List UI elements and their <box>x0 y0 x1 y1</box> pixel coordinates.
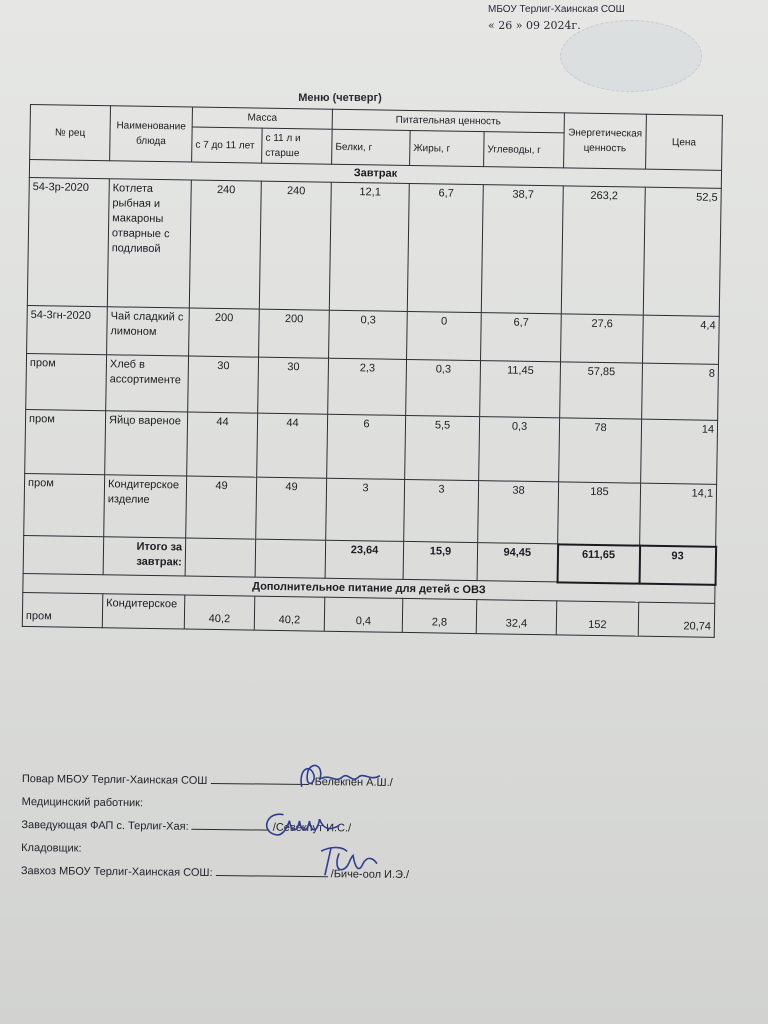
cell-fats: 3 <box>404 479 479 542</box>
total-carbs: 94,45 <box>477 543 558 582</box>
cell-dish: Яйцо вареное <box>105 411 188 476</box>
cell-price: 14 <box>641 419 718 484</box>
cell-carbs: 32,4 <box>476 599 557 634</box>
table-row <box>24 473 717 546</box>
table-row <box>25 409 718 484</box>
cell-empty <box>23 535 104 574</box>
section-extra: Дополнительное питание для детей с ОВЗ <box>23 573 715 602</box>
medic-label: Медицинский работник: <box>21 795 144 810</box>
cell-proteins: 3 <box>326 478 405 541</box>
cell-fats: 0,3 <box>406 359 481 416</box>
cell-proteins: 2,3 <box>328 358 407 415</box>
fap-label: Заведующая ФАП с. Терлиг-Хая: <box>21 818 189 833</box>
col-fats: Жиры, г <box>410 130 485 166</box>
total-label: Итого за завтрак: <box>103 537 186 576</box>
cell-mass-11-plus: 240 <box>259 181 331 310</box>
cell-rec: 54-3р-2020 <box>27 177 109 306</box>
cell-energy: 185 <box>558 482 641 545</box>
cell-fats: 0 <box>407 311 482 360</box>
cell-mass-11-plus: 49 <box>256 477 327 540</box>
supply-name: /Биче-оол И.Э./ <box>330 868 410 882</box>
cell-proteins: 0,3 <box>329 310 408 359</box>
col-mass-11-plus: с 11 л и старше <box>262 128 333 164</box>
cell-price: 52,5 <box>643 187 721 316</box>
cell-mass-7-11: 49 <box>186 476 257 539</box>
col-proteins: Белки, г <box>332 129 411 165</box>
cell-fats: 5,5 <box>405 415 480 480</box>
cook-name: /Белекпен А.Ш./ <box>311 776 393 789</box>
cell-dish: Кондитерское <box>102 593 185 628</box>
cell-energy: 27,6 <box>561 314 644 363</box>
cell-energy: 263,2 <box>561 186 645 315</box>
cell-carbs: 0,3 <box>479 417 560 482</box>
total-energy: 611,65 <box>557 544 640 583</box>
store-label: Кладовщик: <box>21 841 82 855</box>
cell-carbs: 38 <box>478 481 559 544</box>
cell-energy: 78 <box>559 418 642 483</box>
cell-dish: Котлета рыбная и макароны отварные с подливой <box>107 179 191 308</box>
cell-mass-7-11: 200 <box>189 308 260 357</box>
cell-carbs: 38,7 <box>481 185 563 314</box>
cell-dish: Хлеб в ассортименте <box>106 355 189 412</box>
col-mass-7-11: с 7 до 11 лет <box>192 127 263 163</box>
table-row <box>27 177 721 316</box>
cell-empty <box>185 538 256 577</box>
cell-carbs: 11,45 <box>480 361 561 418</box>
signature-blank <box>216 863 328 877</box>
approval-date: « 26 » 09 2024г. <box>488 19 581 32</box>
supply-label: Завхоз МБОУ Терлиг-Хаинская СОШ: <box>20 864 213 880</box>
total-fats: 15,9 <box>403 541 478 580</box>
cell-mass-11-plus: 30 <box>258 357 329 414</box>
col-rec-no: № рец <box>30 105 111 161</box>
cell-rec: пром <box>24 473 105 536</box>
cell-dish: Чай сладкий с лимоном <box>107 307 190 356</box>
total-proteins: 23,64 <box>325 540 404 579</box>
cell-fats: 6,7 <box>407 183 483 312</box>
cell-mass-7-11: 40,2 <box>184 594 255 629</box>
approval-header <box>488 2 708 34</box>
page-title: Меню (четверг) <box>298 92 382 104</box>
cell-rec: пром <box>26 353 107 410</box>
approval-org: МБОУ Терлиг-Хаинская СОШ <box>488 4 625 15</box>
cell-fats: 2,8 <box>402 598 477 633</box>
col-carbs: Углеводы, г <box>484 132 565 168</box>
handwritten-signature <box>253 806 343 841</box>
cell-energy: 57,85 <box>560 362 643 419</box>
cook-label: Повар МБОУ Терлиг-Хаинская СОШ <box>21 772 208 787</box>
cell-mass-11-plus: 200 <box>259 309 330 358</box>
cell-rec: 54-3гн-2020 <box>27 305 108 354</box>
cell-mass-7-11: 240 <box>189 180 261 309</box>
cell-price: 4,4 <box>643 315 720 364</box>
cell-price: 20,74 <box>638 602 715 637</box>
col-dish-name: Наименование блюда <box>110 106 193 162</box>
cell-rec: пром <box>25 409 106 474</box>
cell-proteins: 0,4 <box>324 597 403 632</box>
col-energy: Энергетическая ценность <box>564 113 647 169</box>
cell-price: 14,1 <box>640 483 717 546</box>
handwritten-signature <box>290 761 393 796</box>
cell-mass-7-11: 30 <box>188 356 259 413</box>
fap-name: /Севекпут И.С./ <box>272 821 352 835</box>
cell-dish: Кондитерское изделие <box>104 475 187 538</box>
col-mass: Масса <box>192 107 332 129</box>
cell-mass-11-plus: 40,2 <box>254 596 325 631</box>
col-nutrition: Питательная ценность <box>332 109 564 133</box>
handwritten-signature <box>313 841 383 882</box>
section-breakfast: Завтрак <box>29 160 721 189</box>
cell-price: 8 <box>642 363 719 420</box>
cell-proteins: 12,1 <box>329 182 409 311</box>
menu-table <box>22 104 724 637</box>
col-price: Цена <box>646 114 723 170</box>
signatures-block <box>21 768 722 890</box>
cell-mass-7-11: 44 <box>187 412 258 477</box>
cell-proteins: 6 <box>327 414 406 479</box>
cell-empty <box>255 539 326 578</box>
cell-rec: пром <box>22 592 103 627</box>
cell-carbs: 6,7 <box>481 313 562 362</box>
cell-energy: 152 <box>556 600 639 635</box>
cell-mass-11-plus: 44 <box>257 413 328 478</box>
total-price: 93 <box>639 545 716 584</box>
